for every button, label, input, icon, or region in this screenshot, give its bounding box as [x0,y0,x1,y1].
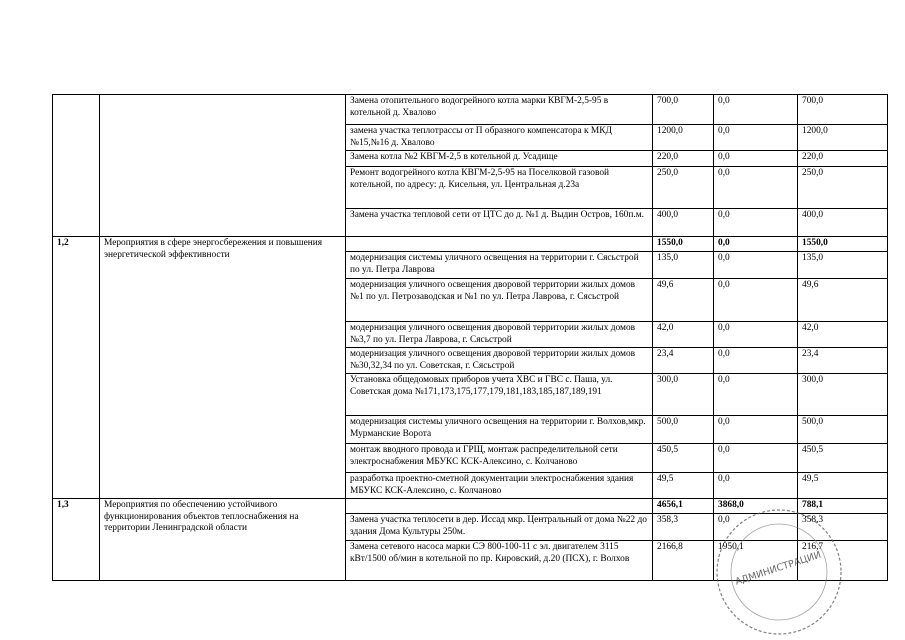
value-cell: 0,0 [714,322,798,348]
desc-cell: Замена участка тепловой сети от ЦТС до д. №1 д. Выдин Остров, 160п.м. [346,209,653,237]
value-cell: 49,5 [653,473,714,499]
value-cell: 450,5 [798,444,888,473]
value-cell: 0,0 [714,416,798,444]
value-cell: 300,0 [798,374,888,416]
value-cell: 135,0 [798,252,888,279]
value-cell: 0,0 [714,374,798,416]
value-cell: 500,0 [798,416,888,444]
value-cell: 49,6 [798,279,888,322]
desc-cell [346,237,653,252]
value-cell: 0,0 [714,514,798,541]
desc-cell: Ремонт водогрейного котла КВГМ-2,5-95 на Поселковой газовой котельной, по адресу: д. Кисельня, ул. Центральная д.23а [346,167,653,209]
table-row [53,237,888,252]
value-cell: 250,0 [798,167,888,209]
value-cell: 1200,0 [798,125,888,151]
value-cell: 0,0 [714,252,798,279]
value-cell: 49,5 [798,473,888,499]
desc-cell: Замена участка теплосети в дер. Иссад мкр. Центральный от дома №22 до здания Дома Культуры 250м. [346,514,653,541]
value-cell: 216,7 [798,541,888,581]
value-cell: 0,0 [714,95,798,125]
value-cell: 42,0 [798,322,888,348]
value-cell: 300,0 [653,374,714,416]
value-cell: 0,0 [714,125,798,151]
value-cell: 500,0 [653,416,714,444]
value-cell: 2166,8 [653,541,714,581]
value-cell: 400,0 [798,209,888,237]
desc-cell: модернизация уличного освещения дворовой территории жилых домов №30,32,34 по ул. Советская, г. Сясьстрой [346,348,653,374]
value-cell: 400,0 [653,209,714,237]
value-cell: 42,0 [653,322,714,348]
value-cell: 23,4 [653,348,714,374]
value-cell: 220,0 [653,151,714,167]
value-cell: 700,0 [653,95,714,125]
value-cell: 0,0 [714,444,798,473]
desc-cell: модернизация уличного освещения дворовой территории жилых домов №1 по ул. Петрозаводская и №1 по ул. Петра Лаврова, г. Сясьстрой [346,279,653,322]
desc-cell: Замена котла №2 КВГМ-2,5 в котельной д. Усадище [346,151,653,167]
desc-cell: модернизация системы уличного освещения на территории г. Сясьстрой по ул. Петра Лаврова [346,252,653,279]
value-cell: 49,6 [653,279,714,322]
value-cell: 450,5 [653,444,714,473]
total-cell: 788,1 [798,499,888,514]
desc-cell: разработка проектно-сметной документации электроснабжения здания МБУКС КСК-Алексино, с. Колчаново [346,473,653,499]
total-cell: 3868,0 [714,499,798,514]
section-num: 1,2 [53,237,100,499]
value-cell: 358,3 [798,514,888,541]
value-cell: 0,0 [714,279,798,322]
desc-cell: замена участка теплотрассы от П образного компенсатора к МКД №15,№16 д. Хвалово [346,125,653,151]
value-cell: 135,0 [653,252,714,279]
desc-cell: монтаж вводного провода и ГРЩ, монтаж распределительной сети электроснабжения МБУКС КСК-Алексино, с. Колчаново [346,444,653,473]
value-cell: 1200,0 [653,125,714,151]
stamp-text: АДМИНИСТРАЦИИ [733,549,823,588]
desc-cell: Установка общедомовых приборов учета ХВС и ГВС с. Паша, ул. Советская дома №171,173,175,177,179,181,183,185,187,189,191 [346,374,653,416]
value-cell: 23,4 [798,348,888,374]
value-cell: 0,0 [714,151,798,167]
section-num: 1,3 [53,499,100,581]
value-cell: 1950,1 [714,541,798,581]
total-cell: 4656,1 [653,499,714,514]
value-cell: 700,0 [798,95,888,125]
section-title: Мероприятия по обеспечению устойчивого функционирования объектов теплоснабжения на территории Ленинградской области [100,499,346,581]
desc-cell [346,499,653,514]
value-cell: 0,0 [714,348,798,374]
value-cell: 0,0 [714,209,798,237]
official-stamp [712,505,846,639]
total-cell: 0,0 [714,237,798,252]
value-cell: 358,3 [653,514,714,541]
value-cell: 250,0 [653,167,714,209]
section-title: Мероприятия в сфере энергосбережения и повышения энергетической эффективности [100,237,346,499]
desc-cell: модернизация системы уличного освещения на территории г. Волхов,мкр. Мурманские Ворота [346,416,653,444]
value-cell: 0,0 [714,167,798,209]
total-cell: 1550,0 [653,237,714,252]
num-cell [53,95,100,237]
desc-cell: Замена сетевого насоса марки СЭ 800-100-11 с эл. двигателем 3115 кВт/1500 об/мин в котельной по пр. Кировский, д.20 (ПСХ), г. Волхов [346,541,653,581]
total-cell: 1550,0 [798,237,888,252]
section-cell [100,95,346,237]
value-cell: 220,0 [798,151,888,167]
desc-cell: модернизация уличного освещения дворовой территории жилых домов №3,7 по ул. Петра Лаврова, г. Сясьстрой [346,322,653,348]
desc-cell: Замена отопительного водогрейного котла марки КВГМ-2,5-95 в котельной д. Хвалово [346,95,653,125]
table-row [53,95,888,125]
value-cell: 0,0 [714,473,798,499]
